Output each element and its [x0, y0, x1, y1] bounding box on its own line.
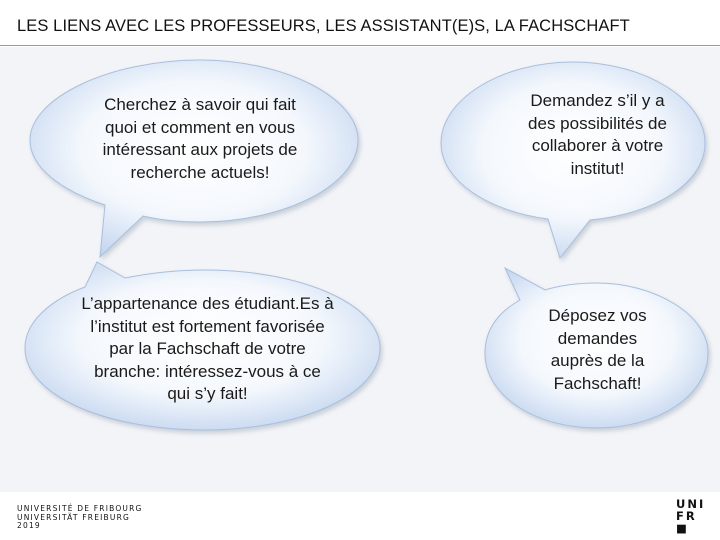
bubble-text-line: Demandez s’il y a [530, 91, 665, 110]
unifr-logo [676, 497, 706, 535]
bubble-text-line: intéressant aux projets de [102, 140, 298, 159]
bubble-text-collaboration [470, 90, 720, 180]
footer-university-fr: UNIVERSITÉ DE FRIBOURG [17, 504, 143, 513]
bubble-text-line: Déposez vos [548, 306, 647, 325]
bubble-text-research-projects [60, 94, 340, 184]
university-footer [17, 505, 143, 531]
bubble-text-line: quoi et comment en vous [105, 117, 295, 137]
footer-year: 2019 [17, 521, 41, 531]
bubble-text-line: recherche actuels! [130, 162, 270, 182]
bubble-text-line: Fachschaft! [553, 373, 642, 393]
footer-university-de: UNIVERSITÄT FREIBURG [17, 512, 131, 522]
logo-square-mark: ■ [676, 521, 689, 535]
bubble-text-line: L’appartenance des étudiant.Es à [81, 294, 334, 313]
bubble-text-fachschaft-belonging [55, 293, 360, 406]
logo-line-uni: UNI [676, 497, 706, 511]
bubble-text-line: qui s’y fait! [167, 384, 248, 403]
logo-line-fr: FR [676, 509, 697, 523]
bubble-text-line: par la Fachschaft de votre [109, 339, 306, 358]
bubble-text-line: auprès de la [550, 351, 645, 370]
bubble-text-line: demandes [557, 328, 638, 348]
bubble-text-line: des possibilités de [528, 113, 667, 133]
bubble-text-submit-requests [470, 305, 720, 395]
bubble-text-line: Cherchez à savoir qui fait [104, 95, 296, 114]
bubble-text-line: collaborer à votre [531, 136, 664, 155]
bubble-text-line: branche: intéressez-vous à ce [94, 361, 321, 381]
slide-title: LES LIENS AVEC LES PROFESSEURS, LES ASSISTANT(E)S, LA FACHSCHAFT [17, 17, 630, 35]
bubble-text-line: institut! [570, 158, 625, 178]
bubble-text-line: l’institut est fortement favorisée [90, 316, 325, 336]
